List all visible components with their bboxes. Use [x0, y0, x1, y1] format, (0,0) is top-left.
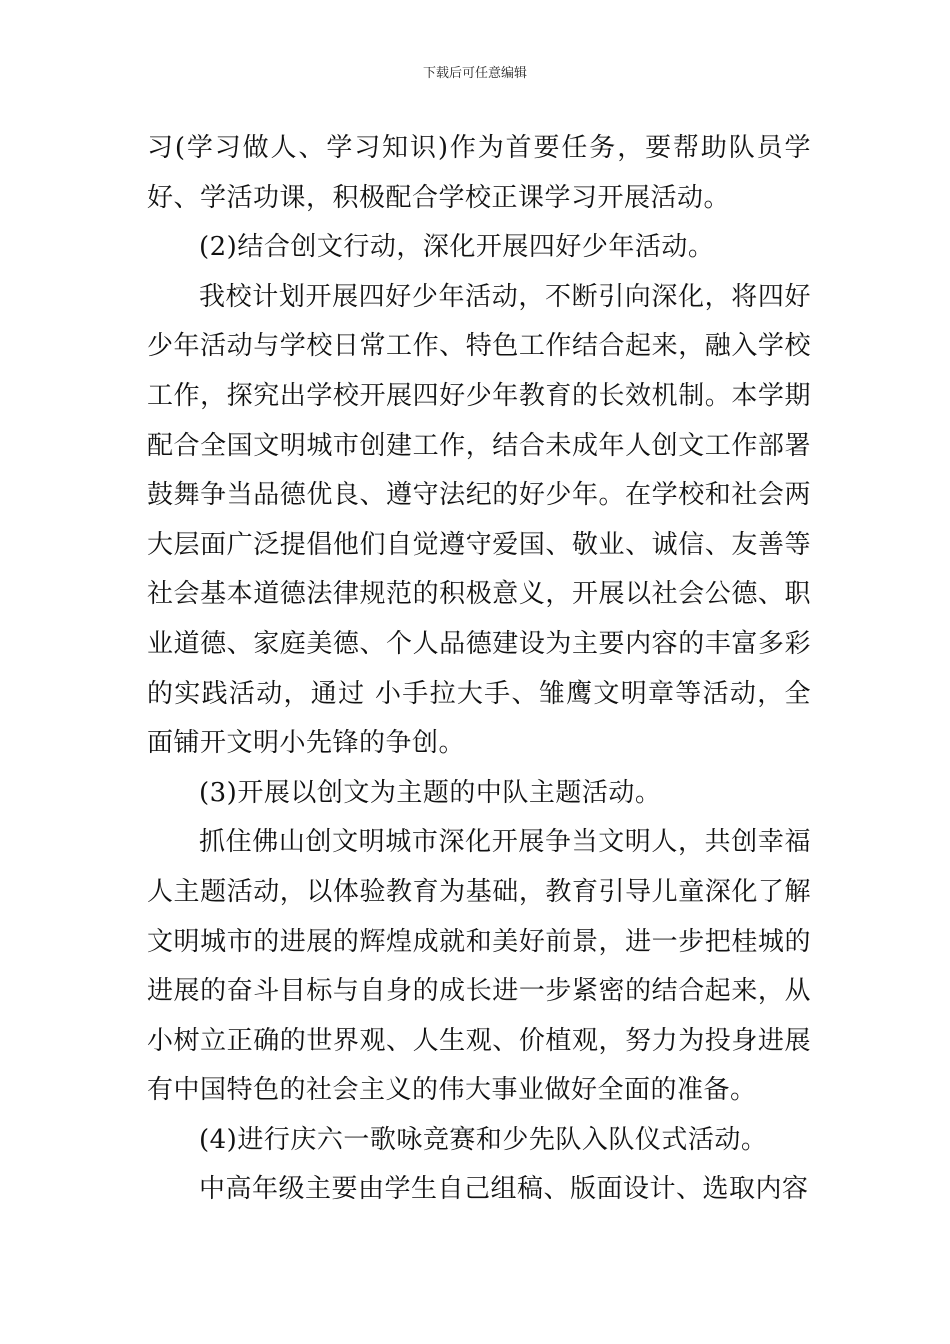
paragraph-5: 抓住佛山创文明城市深化开展争当文明人，共创幸福人主题活动，以体验教育为基础，教育引导儿童深化了解文明城市的进展的辉煌成就和美好前景，进一步把桂城的进展的奋斗目标与自身的成长进一步紧密的结合起来，从小树立正确的世界观、人生观、价植观，努力为投身进展有中国特色的社会主义的伟大事业做好全面的准备。	[147, 827, 811, 1106]
paragraph-2: (2)结合创文行动，深化开展四好少年活动。	[199, 232, 715, 263]
paragraph-7: 中高年级主要由学生自己组稿、版面设计、选取内容	[199, 1174, 809, 1205]
document-body	[147, 124, 811, 1215]
header-note: 下载后可任意编辑	[422, 66, 527, 81]
paragraph-1: 习(学习做人、学习知识)作为首要任务，要帮助队员学好、学活功课，积极配合学校正课学习开展活动。	[147, 133, 811, 213]
paragraph-4: (3)开展以创文为主题的中队主题活动。	[199, 777, 662, 808]
paragraph-6: (4)进行庆六一歌咏竞赛和少先队入队仪式活动。	[199, 1124, 768, 1155]
paragraph-3: 我校计划开展四好少年活动，不断引向深化，将四好少年活动与学校日常工作、特色工作结合起来，融入学校工作，探究出学校开展四好少年教育的长效机制。本学期配合全国文明城市创建工作，结合未成年人创文工作部署鼓舞争当品德优良、遵守法纪的好少年。在学校和社会两大层面广泛提倡他们自觉遵守爱国、敬业、诚信、友善等社会基本道德法律规范的积极意义，开展以社会公德、职业道德、家庭美德、个人品德建设为主要内容的丰富多彩的实践活动，通过 小手拉大手、雏鹰文明章等活动，全面铺开文明小先锋的争创。	[147, 281, 811, 759]
